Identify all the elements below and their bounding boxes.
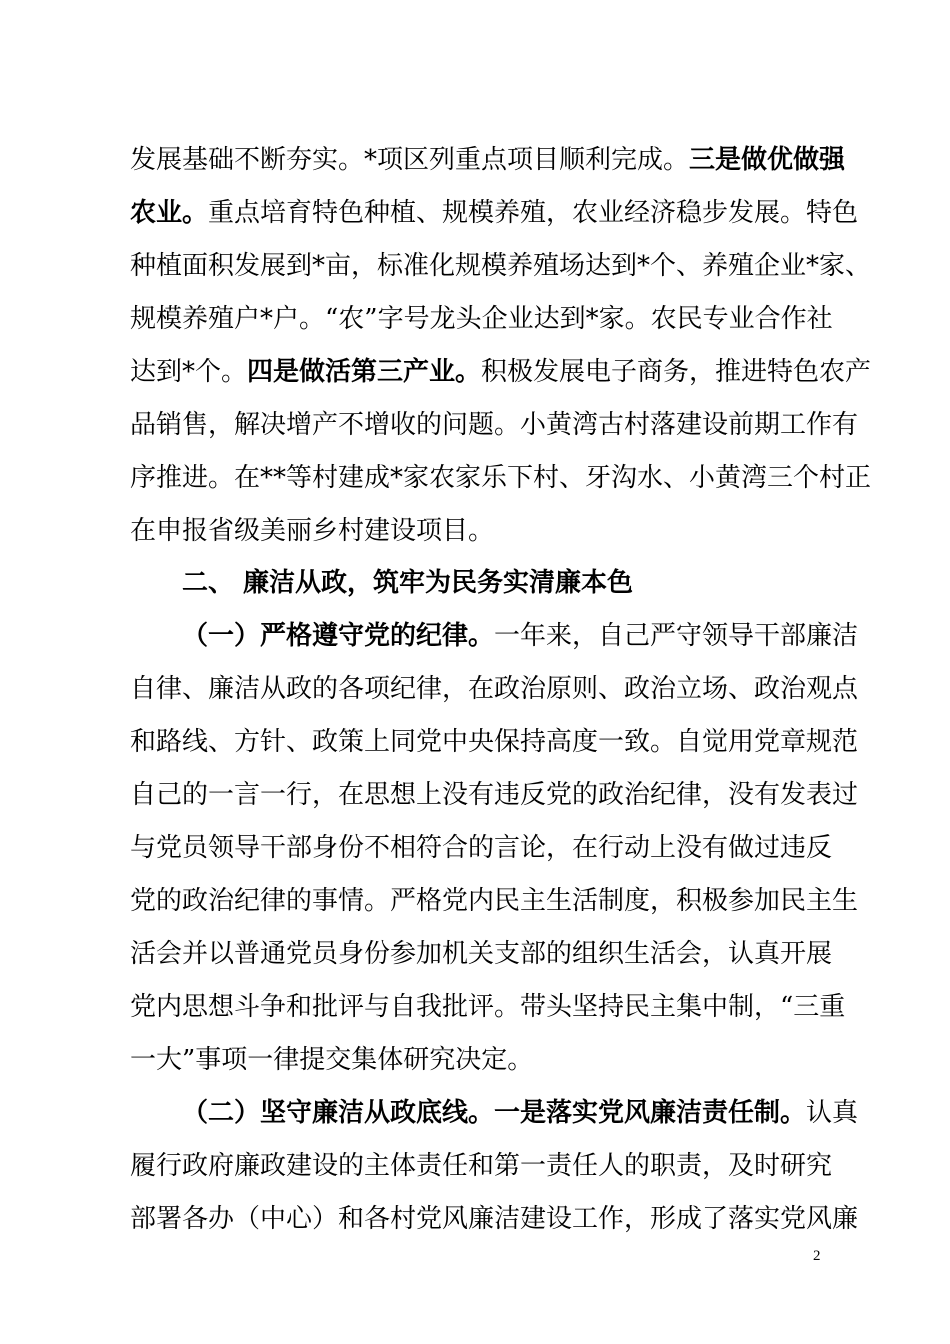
- paragraph-line-1: [130, 143, 846, 177]
- text-run: 一大”事项一律提交集体研究决定。: [130, 1045, 534, 1075]
- paragraph-line-10: [130, 672, 859, 706]
- section-heading: [182, 566, 822, 600]
- subheading-run: （一）严格遵守党的纪律。: [182, 621, 495, 651]
- bold-run: 四是做活第三产业。: [247, 357, 482, 387]
- paragraph-line-19: [130, 1149, 833, 1183]
- text-run: 重点培育特色种植、规模养殖，农业经济稳步发展。特色: [208, 198, 859, 228]
- text-run: 在申报省级美丽乡村建设项目。: [130, 516, 495, 546]
- paragraph-line-16: [130, 990, 846, 1024]
- text-run: 活会并以普通党员身份参加机关支部的组织生活会，认真开展: [130, 939, 833, 969]
- paragraph-line-14: [130, 884, 859, 918]
- text-run: 党内思想斗争和批评与自我批评。带头坚持民主集中制，“三重: [130, 992, 846, 1022]
- paragraph-line-4: [130, 302, 833, 336]
- bold-run: 三是做优做强: [689, 145, 846, 175]
- bold-run: 农业。: [130, 198, 209, 228]
- paragraph-line-3: [130, 249, 872, 283]
- text-run: 党的政治纪律的事情。严格党内民主生活制度，积极参加民主生: [130, 886, 859, 916]
- paragraph-line-2: [130, 196, 859, 230]
- subsection-line-1: [182, 619, 859, 653]
- paragraph-line-7: [130, 461, 872, 495]
- text-run: 与党员领导干部身份不相符合的言论，在行动上没有做过违反: [130, 833, 833, 863]
- paragraph-line-20: [130, 1202, 859, 1236]
- paragraph-line-11: [130, 725, 859, 759]
- text-run: 种植面积发展到*亩，标准化规模养殖场达到*个、养殖企业*家、: [130, 251, 872, 281]
- text-run: 自律、廉洁从政的各项纪律，在政治原则、政治立场、政治观点: [130, 674, 859, 704]
- text-run: 积极发展电子商务，推进特色农产: [481, 357, 872, 387]
- text-run: 自己的一言一行，在思想上没有违反党的政治纪律，没有发表过: [130, 780, 859, 810]
- text-run: 达到*个。: [130, 357, 248, 387]
- paragraph-line-13: [130, 831, 833, 865]
- text-run: 一年来，自己严守领导干部廉洁: [494, 621, 859, 651]
- heading-text: 二、 廉洁从政，筑牢为民务实清廉本色: [182, 568, 634, 598]
- text-run: 序推进。在**等村建成*家农家乐下村、牙沟水、小黄湾三个村正: [130, 463, 872, 493]
- paragraph-line-8: [130, 514, 822, 548]
- text-run: 和路线、方针、政策上同党中央保持高度一致。自觉用党章规范: [130, 727, 859, 757]
- text-run: 品销售，解决增产不增收的问题。小黄湾古村落建设前期工作有: [130, 410, 859, 440]
- paragraph-line-17: [130, 1043, 822, 1077]
- text-run: 规模养殖户*户。“农”字号龙头企业达到*家。农民专业合作社: [130, 304, 833, 334]
- paragraph-line-12: [130, 778, 859, 812]
- text-run: 认真: [806, 1098, 859, 1128]
- text-run: 履行政府廉政建设的主体责任和第一责任人的职责，及时研究: [130, 1151, 833, 1181]
- paragraph-line-6: [130, 408, 859, 442]
- paragraph-line-5: [130, 355, 872, 389]
- text-run: 发展基础不断夯实。*项区列重点项目顺利完成。: [130, 145, 690, 175]
- subheading-run: （二）坚守廉洁从政底线。一是落实党风廉洁责任制。: [182, 1098, 807, 1128]
- text-run: 部署各办（中心）和各村党风廉洁建设工作，形成了落实党风廉: [130, 1204, 859, 1234]
- page-number: 2: [813, 1248, 821, 1264]
- subsection-line-2: [182, 1096, 859, 1130]
- paragraph-line-15: [130, 937, 833, 971]
